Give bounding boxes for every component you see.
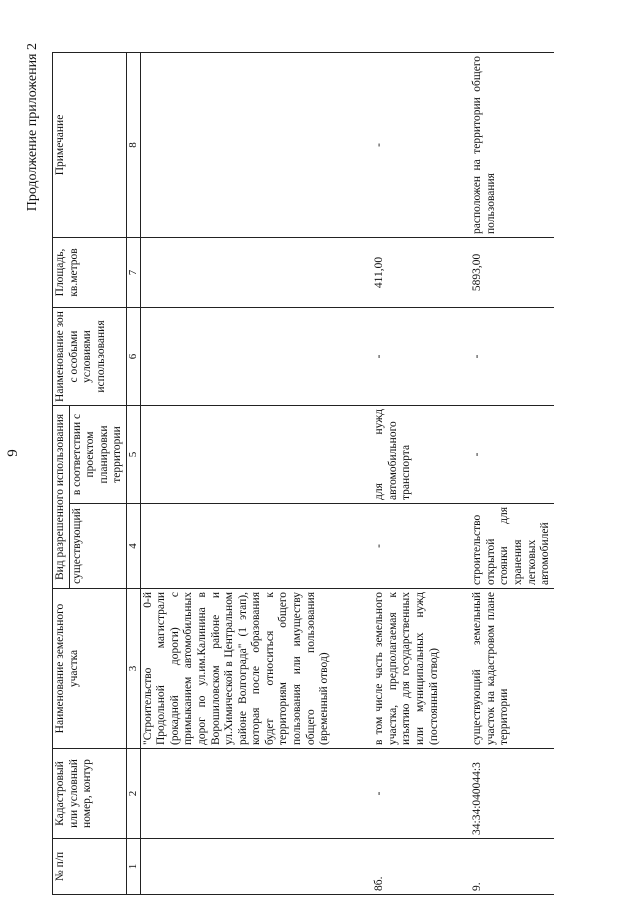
column-number: 7: [126, 237, 140, 307]
row-note: [140, 52, 372, 237]
row-existing-use: -: [372, 504, 470, 589]
row-zones: -: [372, 307, 470, 405]
header-cadastral: Кадастровый или условный номер, контур: [53, 749, 127, 839]
column-number: 4: [126, 504, 140, 589]
row-existing-use: строительство открытой стоянки для хранения легковых автомобилей: [470, 504, 553, 589]
row-zones: -: [470, 307, 553, 405]
column-number-row: [126, 52, 140, 894]
column-number: 8: [126, 52, 140, 237]
row-zones: [140, 307, 372, 405]
row-cadastral: [140, 749, 372, 839]
row-plot-name: "Строительство 0-й Продольной магистрали (рокадной дороги) с примыканием автомобильных дорог по ул.им.Калинина в Ворошиловском районе и ул.Химической в Центральном районе Волгограда" (1 этап), которая после образования будет относиться к территориям общего пользования или имуществу общего пользования (временный отвод): [140, 589, 372, 749]
row-planned-use: -: [470, 405, 553, 503]
column-number: 1: [126, 839, 140, 895]
land-plot-table: [52, 52, 554, 895]
row-planned-use: [140, 405, 372, 503]
row-area: [140, 237, 372, 307]
row-note: -: [372, 52, 470, 237]
column-number: 2: [126, 749, 140, 839]
header-number: № п/п: [53, 839, 127, 895]
row-cadastral: -: [372, 749, 470, 839]
column-number: 3: [126, 589, 140, 749]
header-area: Площадь, кв.метров: [53, 237, 127, 307]
row-number: [140, 839, 372, 895]
header-planned-use: в соответствии с проектом планировки территории: [69, 405, 126, 503]
column-number: 5: [126, 405, 140, 503]
column-number: 6: [126, 307, 140, 405]
continuation-label: Продолжение приложения 2: [25, 43, 40, 212]
row-note: расположен на территории общего пользования: [470, 52, 553, 237]
row-cadastral: 34:34:040044:3: [470, 749, 553, 839]
table-row: [140, 52, 372, 894]
header-permitted-use: Вид разрешенного использования: [53, 405, 70, 588]
header-zones: Наименование зон с особыми условиями использования: [53, 307, 127, 405]
row-plot-name: в том числе часть земельного участка, предполагаемая к изъятию для государственных или муниципальных нужд (постоянный отвод): [372, 589, 470, 749]
row-plot-name: существующий земельный участок на кадастровом плане территории: [470, 589, 553, 749]
row-existing-use: [140, 504, 372, 589]
row-planned-use: для нужд автомобильного транспорта: [372, 405, 470, 503]
header-existing-use: существующий: [69, 504, 126, 589]
row-number: 9.: [470, 839, 553, 895]
header-row-1: [53, 52, 70, 894]
row-area: 411,00: [372, 237, 470, 307]
row-number: 8б.: [372, 839, 470, 895]
page-number: 9: [5, 449, 21, 457]
row-area: 5893,00: [470, 237, 553, 307]
table-row: [372, 52, 470, 894]
header-note: Примечание: [53, 52, 127, 237]
header-plot-name: Наименование земельного участка: [53, 589, 127, 749]
table-row: [470, 52, 553, 894]
